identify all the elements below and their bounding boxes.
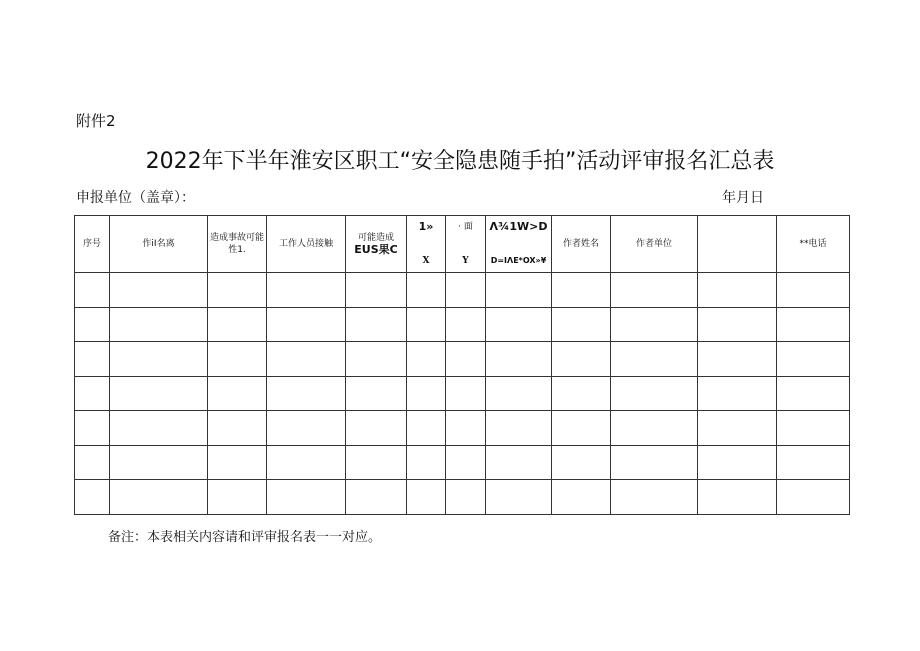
table-cell-staff[interactable]	[267, 307, 346, 342]
header-col8	[486, 216, 552, 273]
table-cell-col8[interactable]	[486, 376, 552, 411]
table-cell-consequence[interactable]	[346, 480, 407, 515]
table-cell-blank[interactable]	[698, 445, 777, 480]
table-cell-col6[interactable]	[407, 480, 446, 515]
table-row	[75, 307, 850, 342]
table-cell-col6[interactable]	[407, 376, 446, 411]
table-cell-col8[interactable]	[486, 445, 552, 480]
table-cell-author-name[interactable]	[552, 445, 611, 480]
table-cell-seq[interactable]	[75, 480, 110, 515]
table-cell-accident[interactable]	[208, 273, 267, 308]
reporting-unit-label: 申报单位（盖章）：	[76, 190, 195, 206]
table-cell-phone[interactable]	[777, 307, 850, 342]
table-cell-staff[interactable]	[267, 376, 346, 411]
table-cell-staff[interactable]	[267, 273, 346, 308]
header-col7	[446, 216, 486, 273]
table-cell-col7[interactable]	[446, 307, 486, 342]
table-cell-col6[interactable]	[407, 445, 446, 480]
table-cell-col6[interactable]	[407, 307, 446, 342]
table-cell-col7[interactable]	[446, 445, 486, 480]
table-cell-consequence[interactable]	[346, 445, 407, 480]
table-cell-staff[interactable]	[267, 342, 346, 377]
table-cell-col7[interactable]	[446, 480, 486, 515]
header-blank	[698, 216, 777, 273]
date-label: 年月日	[722, 190, 764, 206]
table-cell-blank[interactable]	[698, 376, 777, 411]
table-cell-blank[interactable]	[698, 307, 777, 342]
table-cell-photo-name[interactable]	[110, 342, 208, 377]
header-author-unit: 作者单位	[611, 216, 698, 273]
table-cell-seq[interactable]	[75, 376, 110, 411]
table-cell-seq[interactable]	[75, 411, 110, 446]
page-title: 2022年下半年淮安区职工“安全隐患随手拍”活动评审报名汇总表	[145, 149, 775, 174]
table-row	[75, 411, 850, 446]
attachment-label: 附件2	[76, 112, 116, 130]
table-cell-author-unit[interactable]	[611, 307, 698, 342]
table-cell-photo-name[interactable]	[110, 411, 208, 446]
header-phone: **电话	[777, 216, 850, 273]
header-consequence	[346, 216, 407, 273]
table-cell-author-name[interactable]	[552, 480, 611, 515]
table-cell-phone[interactable]	[777, 273, 850, 308]
header-col7-line1: · 面	[458, 222, 473, 232]
table-cell-author-name[interactable]	[552, 342, 611, 377]
table-cell-blank[interactable]	[698, 480, 777, 515]
table-cell-seq[interactable]	[75, 445, 110, 480]
table-cell-phone[interactable]	[777, 342, 850, 377]
table-cell-col7[interactable]	[446, 376, 486, 411]
header-col6-line2: X	[422, 256, 430, 266]
table-cell-seq[interactable]	[75, 273, 110, 308]
table-cell-author-unit[interactable]	[611, 376, 698, 411]
table-cell-blank[interactable]	[698, 342, 777, 377]
table-cell-accident[interactable]	[208, 376, 267, 411]
header-author-name: 作者姓名	[552, 216, 611, 273]
table-cell-author-name[interactable]	[552, 273, 611, 308]
table-cell-staff[interactable]	[267, 411, 346, 446]
table-cell-accident[interactable]	[208, 445, 267, 480]
table-cell-col8[interactable]	[486, 411, 552, 446]
table-cell-author-unit[interactable]	[611, 273, 698, 308]
table-cell-photo-name[interactable]	[110, 480, 208, 515]
table-cell-author-unit[interactable]	[611, 342, 698, 377]
header-consequence-line2: EUS果C	[354, 243, 398, 256]
summary-table	[74, 215, 850, 515]
table-cell-author-unit[interactable]	[611, 480, 698, 515]
table-row	[75, 376, 850, 411]
table-cell-accident[interactable]	[208, 411, 267, 446]
table-cell-author-name[interactable]	[552, 411, 611, 446]
table-cell-accident[interactable]	[208, 307, 267, 342]
header-photo-name: 作iI名离	[110, 216, 208, 273]
table-cell-consequence[interactable]	[346, 307, 407, 342]
table-cell-col8[interactable]	[486, 342, 552, 377]
table-cell-consequence[interactable]	[346, 273, 407, 308]
table-cell-staff[interactable]	[267, 445, 346, 480]
table-cell-consequence[interactable]	[346, 411, 407, 446]
header-col8-line2: D=IΛE*OX»¥	[490, 256, 547, 265]
table-cell-author-name[interactable]	[552, 376, 611, 411]
table-cell-photo-name[interactable]	[110, 376, 208, 411]
table-cell-consequence[interactable]	[346, 376, 407, 411]
table-cell-col7[interactable]	[446, 411, 486, 446]
table-cell-phone[interactable]	[777, 445, 850, 480]
table-cell-seq[interactable]	[75, 307, 110, 342]
table-cell-accident[interactable]	[208, 342, 267, 377]
table-body	[75, 273, 850, 515]
header-accident-possibility: 造成事故可能性1.	[208, 216, 267, 273]
table-cell-col7[interactable]	[446, 273, 486, 308]
table-cell-phone[interactable]	[777, 376, 850, 411]
header-col7-line2: Y	[462, 256, 469, 266]
table-cell-photo-name[interactable]	[110, 307, 208, 342]
header-seq: 序号	[75, 216, 110, 273]
table-cell-col6[interactable]	[407, 273, 446, 308]
table-cell-author-unit[interactable]	[611, 445, 698, 480]
table-cell-author-unit[interactable]	[611, 411, 698, 446]
table-cell-phone[interactable]	[777, 411, 850, 446]
table-row	[75, 342, 850, 377]
header-col6-line1: 1»	[418, 220, 434, 233]
table-cell-col8[interactable]	[486, 480, 552, 515]
table-row	[75, 445, 850, 480]
table-row	[75, 273, 850, 308]
footnote: 备注：本表相关内容请和评审报名表一一对应。	[108, 530, 382, 545]
table-cell-col6[interactable]	[407, 411, 446, 446]
header-staff-contact: 工作人员接触	[267, 216, 346, 273]
table-cell-blank[interactable]	[698, 273, 777, 308]
header-consequence-line1: 可能造成	[357, 233, 394, 243]
table-header-row	[75, 216, 850, 273]
table-cell-col8[interactable]	[486, 307, 552, 342]
table-cell-phone[interactable]	[777, 480, 850, 515]
table-cell-accident[interactable]	[208, 480, 267, 515]
table-cell-blank[interactable]	[698, 411, 777, 446]
table-row	[75, 480, 850, 515]
table-cell-photo-name[interactable]	[110, 445, 208, 480]
table-cell-consequence[interactable]	[346, 342, 407, 377]
header-col8-line1: Λ¾1W>D	[489, 220, 548, 233]
table-cell-seq[interactable]	[75, 342, 110, 377]
table-cell-photo-name[interactable]	[110, 273, 208, 308]
table-cell-author-name[interactable]	[552, 307, 611, 342]
table-cell-col8[interactable]	[486, 273, 552, 308]
table-cell-staff[interactable]	[267, 480, 346, 515]
table-cell-col6[interactable]	[407, 342, 446, 377]
table-cell-col7[interactable]	[446, 342, 486, 377]
header-col6	[407, 216, 446, 273]
